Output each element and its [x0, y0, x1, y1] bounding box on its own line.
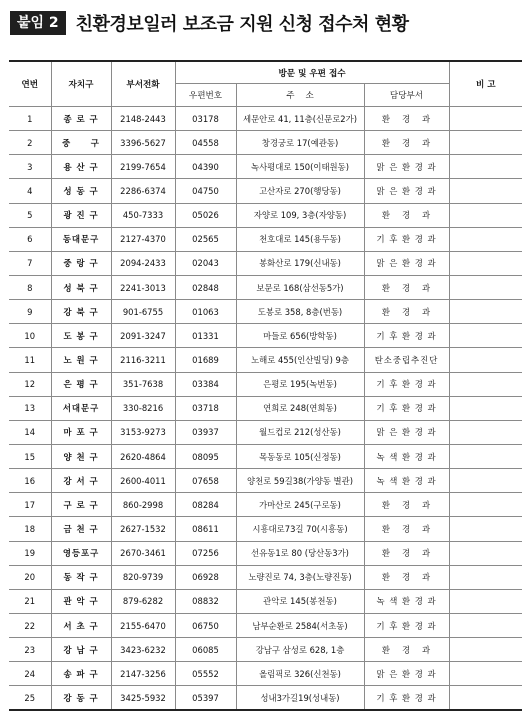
cell-dept: 환 경 과 [364, 107, 449, 131]
cell-postcode: 02043 [175, 251, 236, 275]
cell-phone: 3153-9273 [111, 420, 175, 444]
cell-postcode: 03384 [175, 372, 236, 396]
cell-phone: 2094-2433 [111, 251, 175, 275]
cell-address: 남부순환로 2584(서초동) [236, 613, 364, 637]
cell-dept: 환 경 과 [364, 203, 449, 227]
cell-note [449, 203, 522, 227]
cell-postcode: 05397 [175, 686, 236, 710]
table-row [9, 613, 522, 637]
cell-address: 창경궁로 17(예관동) [236, 131, 364, 155]
cell-gu: 송 파 구 [51, 662, 111, 686]
header-dept: 담당부서 [364, 84, 449, 107]
cell-address: 봉화산로 179(신내동) [236, 251, 364, 275]
cell-note [449, 493, 522, 517]
cell-dept: 녹 색 환 경 과 [364, 469, 449, 493]
cell-note [449, 155, 522, 179]
cell-no: 18 [9, 517, 51, 541]
table-row [9, 372, 522, 396]
cell-postcode: 04390 [175, 155, 236, 179]
cell-gu: 은 평 구 [51, 372, 111, 396]
cell-address: 가마산로 245(구로동) [236, 493, 364, 517]
table-row [9, 324, 522, 348]
cell-note [449, 638, 522, 662]
cell-note [449, 420, 522, 444]
cell-postcode: 07658 [175, 469, 236, 493]
header-address: 주 소 [236, 84, 364, 107]
cell-dept: 기 후 환 경 과 [364, 324, 449, 348]
header-no: 연번 [9, 61, 51, 107]
cell-phone: 3396-5627 [111, 131, 175, 155]
table-row [9, 131, 522, 155]
table-row [9, 179, 522, 203]
cell-gu: 종 로 구 [51, 107, 111, 131]
table-row [9, 275, 522, 299]
cell-address: 천호대로 145(용두동) [236, 227, 364, 251]
cell-no: 1 [9, 107, 51, 131]
cell-gu: 서 초 구 [51, 613, 111, 637]
cell-note [449, 348, 522, 372]
cell-address: 도봉로 358, 8층(번동) [236, 300, 364, 324]
cell-dept: 환 경 과 [364, 275, 449, 299]
cell-phone: 2600-4011 [111, 469, 175, 493]
cell-postcode: 08611 [175, 517, 236, 541]
table-row [9, 251, 522, 275]
cell-phone: 860-2998 [111, 493, 175, 517]
cell-gu: 금 천 구 [51, 517, 111, 541]
cell-dept: 맑 은 환 경 과 [364, 420, 449, 444]
cell-address: 은평로 195(녹번동) [236, 372, 364, 396]
cell-dept: 기 후 환 경 과 [364, 613, 449, 637]
cell-phone: 2116-3211 [111, 348, 175, 372]
header-reception: 방문 및 우편 접수 [175, 61, 449, 84]
cell-postcode: 03718 [175, 396, 236, 420]
cell-phone: 2155-6470 [111, 613, 175, 637]
cell-no: 2 [9, 131, 51, 155]
cell-note [449, 300, 522, 324]
cell-gu: 서대문구 [51, 396, 111, 420]
cell-note [449, 469, 522, 493]
cell-dept: 맑 은 환 경 과 [364, 155, 449, 179]
cell-phone: 2286-6374 [111, 179, 175, 203]
table-row [9, 300, 522, 324]
cell-gu: 관 악 구 [51, 589, 111, 613]
page-title: 친환경보일러 보조금 지원 신청 접수처 현황 [75, 14, 409, 35]
cell-gu: 강 동 구 [51, 686, 111, 710]
cell-address: 노량진로 74, 3층(노량진동) [236, 565, 364, 589]
cell-no: 8 [9, 275, 51, 299]
cell-note [449, 444, 522, 468]
attachment-badge: 붙임 2 [10, 11, 66, 35]
table-row [9, 686, 522, 710]
cell-dept: 기 후 환 경 과 [364, 372, 449, 396]
cell-no: 15 [9, 444, 51, 468]
cell-dept: 기 후 환 경 과 [364, 227, 449, 251]
cell-note [449, 662, 522, 686]
table-row [9, 565, 522, 589]
cell-address: 연희로 248(연희동) [236, 396, 364, 420]
cell-phone: 879-6282 [111, 589, 175, 613]
cell-dept: 환 경 과 [364, 517, 449, 541]
cell-dept: 환 경 과 [364, 565, 449, 589]
cell-address: 시흥대로73길 70(시흥동) [236, 517, 364, 541]
cell-no: 22 [9, 613, 51, 637]
table-row [9, 638, 522, 662]
cell-note [449, 275, 522, 299]
cell-address: 선유동1로 80 (당산동3가) [236, 541, 364, 565]
cell-no: 16 [9, 469, 51, 493]
cell-dept: 환 경 과 [364, 300, 449, 324]
cell-address: 성내3가길19(성내동) [236, 686, 364, 710]
cell-note [449, 613, 522, 637]
header-phone: 부서전화 [111, 61, 175, 107]
cell-address: 목동동로 105(신정동) [236, 444, 364, 468]
cell-dept: 맑 은 환 경 과 [364, 662, 449, 686]
table-row [9, 420, 522, 444]
cell-dept: 녹 색 환 경 과 [364, 589, 449, 613]
cell-no: 10 [9, 324, 51, 348]
cell-gu: 성 북 구 [51, 275, 111, 299]
cell-note [449, 686, 522, 710]
cell-postcode: 04558 [175, 131, 236, 155]
cell-phone: 2127-4370 [111, 227, 175, 251]
cell-postcode: 06928 [175, 565, 236, 589]
cell-no: 17 [9, 493, 51, 517]
cell-gu: 동 작 구 [51, 565, 111, 589]
cell-no: 3 [9, 155, 51, 179]
cell-note [449, 107, 522, 131]
cell-phone: 2620-4864 [111, 444, 175, 468]
cell-no: 9 [9, 300, 51, 324]
cell-no: 25 [9, 686, 51, 710]
cell-no: 7 [9, 251, 51, 275]
reception-table [9, 60, 522, 711]
cell-no: 5 [9, 203, 51, 227]
cell-address: 강남구 삼성로 628, 1층 [236, 638, 364, 662]
cell-postcode: 01689 [175, 348, 236, 372]
table-row [9, 589, 522, 613]
cell-gu: 강 북 구 [51, 300, 111, 324]
cell-note [449, 589, 522, 613]
cell-address: 녹사평대로 150(이태원동) [236, 155, 364, 179]
cell-gu: 영등포구 [51, 541, 111, 565]
table-row [9, 517, 522, 541]
cell-note [449, 396, 522, 420]
cell-note [449, 565, 522, 589]
cell-note [449, 179, 522, 203]
cell-dept: 환 경 과 [364, 493, 449, 517]
cell-phone: 2241-3013 [111, 275, 175, 299]
table-row [9, 227, 522, 251]
cell-address: 세문안로 41, 11층(신문로2가) [236, 107, 364, 131]
table-row [9, 396, 522, 420]
cell-phone: 351-7638 [111, 372, 175, 396]
cell-no: 11 [9, 348, 51, 372]
cell-postcode: 01331 [175, 324, 236, 348]
cell-address: 자양로 109, 3층(자양동) [236, 203, 364, 227]
cell-address: 양천로 59길38(가양동 별관) [236, 469, 364, 493]
table-row [9, 155, 522, 179]
cell-gu: 광 진 구 [51, 203, 111, 227]
cell-dept: 환 경 과 [364, 541, 449, 565]
cell-address: 노해로 455(인산빌딩) 9층 [236, 348, 364, 372]
cell-phone: 2627-1532 [111, 517, 175, 541]
cell-no: 6 [9, 227, 51, 251]
cell-postcode: 04750 [175, 179, 236, 203]
cell-no: 12 [9, 372, 51, 396]
header-note: 비 고 [449, 61, 522, 107]
document-header [10, 10, 409, 36]
cell-dept: 맑 은 환 경 과 [364, 179, 449, 203]
cell-gu: 노 원 구 [51, 348, 111, 372]
cell-dept: 기 후 환 경 과 [364, 396, 449, 420]
cell-gu: 성 동 구 [51, 179, 111, 203]
header-gu: 자치구 [51, 61, 111, 107]
cell-no: 13 [9, 396, 51, 420]
cell-no: 21 [9, 589, 51, 613]
cell-note [449, 131, 522, 155]
cell-address: 보문로 168(삼선동5가) [236, 275, 364, 299]
cell-postcode: 02565 [175, 227, 236, 251]
cell-postcode: 06750 [175, 613, 236, 637]
cell-no: 4 [9, 179, 51, 203]
cell-no: 23 [9, 638, 51, 662]
cell-phone: 2147-3256 [111, 662, 175, 686]
header-postcode: 우편번호 [175, 84, 236, 107]
cell-dept: 맑 은 환 경 과 [364, 251, 449, 275]
cell-address: 고산자로 270(행당동) [236, 179, 364, 203]
table-row [9, 541, 522, 565]
cell-phone: 3425-5932 [111, 686, 175, 710]
cell-phone: 2148-2443 [111, 107, 175, 131]
cell-gu: 구 로 구 [51, 493, 111, 517]
cell-postcode: 08284 [175, 493, 236, 517]
table-row [9, 662, 522, 686]
cell-postcode: 01063 [175, 300, 236, 324]
cell-note [449, 251, 522, 275]
table-row [9, 348, 522, 372]
cell-note [449, 324, 522, 348]
cell-phone: 2091-3247 [111, 324, 175, 348]
table-row [9, 444, 522, 468]
cell-gu: 용 산 구 [51, 155, 111, 179]
table-row [9, 203, 522, 227]
cell-phone: 3423-6232 [111, 638, 175, 662]
table-row [9, 493, 522, 517]
cell-gu: 양 천 구 [51, 444, 111, 468]
cell-gu: 강 남 구 [51, 638, 111, 662]
cell-address: 올림픽로 326(신천동) [236, 662, 364, 686]
cell-phone: 2199-7654 [111, 155, 175, 179]
cell-note [449, 227, 522, 251]
cell-gu: 강 서 구 [51, 469, 111, 493]
cell-gu: 중 구 [51, 131, 111, 155]
cell-postcode: 03178 [175, 107, 236, 131]
cell-postcode: 05026 [175, 203, 236, 227]
cell-no: 24 [9, 662, 51, 686]
table-body [9, 107, 522, 711]
cell-no: 14 [9, 420, 51, 444]
cell-phone: 2670-3461 [111, 541, 175, 565]
cell-no: 20 [9, 565, 51, 589]
cell-postcode: 08095 [175, 444, 236, 468]
cell-address: 월드컵로 212(성산동) [236, 420, 364, 444]
cell-dept: 환 경 과 [364, 638, 449, 662]
cell-gu: 중 랑 구 [51, 251, 111, 275]
cell-gu: 동대문구 [51, 227, 111, 251]
cell-note [449, 517, 522, 541]
cell-no: 19 [9, 541, 51, 565]
cell-postcode: 06085 [175, 638, 236, 662]
table-row [9, 107, 522, 131]
cell-dept: 기 후 환 경 과 [364, 686, 449, 710]
cell-postcode: 02848 [175, 275, 236, 299]
cell-dept: 탄소중립추진단 [364, 348, 449, 372]
cell-address: 마들로 656(방학동) [236, 324, 364, 348]
cell-postcode: 03937 [175, 420, 236, 444]
cell-postcode: 07256 [175, 541, 236, 565]
cell-phone: 450-7333 [111, 203, 175, 227]
cell-phone: 330-8216 [111, 396, 175, 420]
cell-phone: 901-6755 [111, 300, 175, 324]
cell-note [449, 541, 522, 565]
cell-postcode: 05552 [175, 662, 236, 686]
cell-gu: 도 봉 구 [51, 324, 111, 348]
table-row [9, 469, 522, 493]
cell-address: 관악로 145(봉천동) [236, 589, 364, 613]
cell-phone: 820-9739 [111, 565, 175, 589]
cell-dept: 환 경 과 [364, 131, 449, 155]
cell-note [449, 372, 522, 396]
cell-postcode: 08832 [175, 589, 236, 613]
cell-gu: 마 포 구 [51, 420, 111, 444]
cell-dept: 녹 색 환 경 과 [364, 444, 449, 468]
